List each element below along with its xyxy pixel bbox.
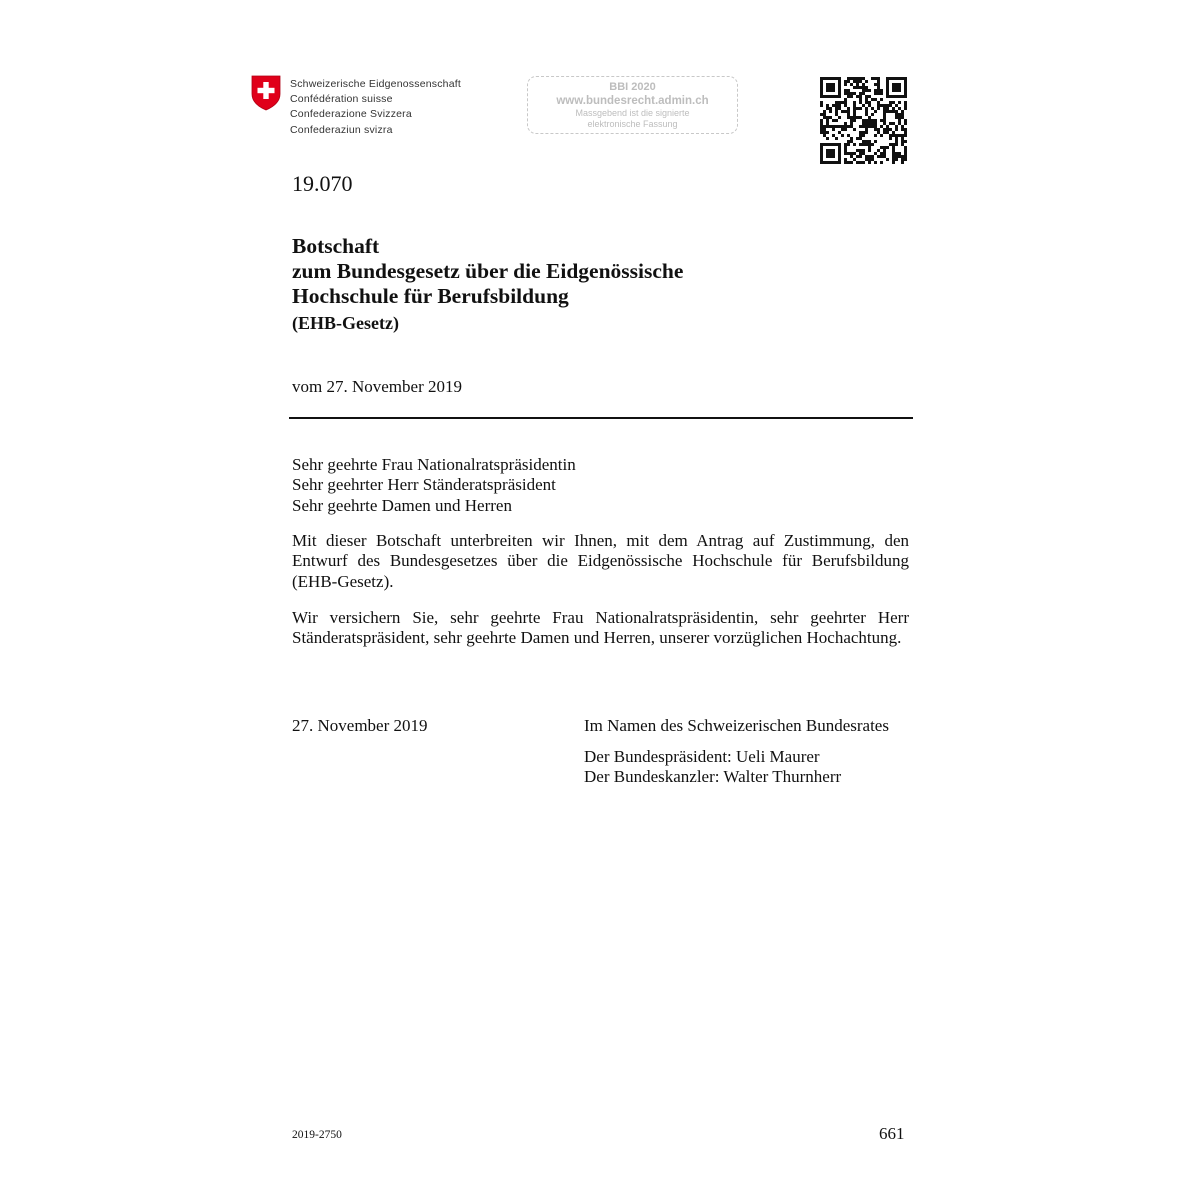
document-date: vom 27. November 2019 xyxy=(292,377,462,396)
confederation-name-de: Schweizerische Eidgenossenschaft xyxy=(290,78,461,90)
confederation-name-it: Confederazione Svizzera xyxy=(290,108,412,121)
publication-stamp xyxy=(527,76,738,134)
salutation xyxy=(292,455,909,516)
signature-block xyxy=(584,716,889,787)
title-line-3: Hochschule für Berufsbildung xyxy=(292,284,569,308)
document-subtitle: (EHB-Gesetz) xyxy=(292,313,399,333)
stamp-line-3: Massgebend ist die signierte xyxy=(575,108,690,118)
title-line-2: zum Bundesgesetz über die Eidgenössische xyxy=(292,259,684,283)
signature-chancellor: Der Bundeskanzler: Walter Thurnherr xyxy=(584,767,842,787)
salutation-line-1: Sehr geehrte Frau Nationalratspräsidentin xyxy=(292,455,576,474)
confederation-names xyxy=(290,77,461,138)
paragraph-submission: Mit dieser Botschaft unterbreiten wir Ihnen, mit dem Antrag auf Zustimmung, den Entwurf des Bundesgesetzes über die Eidgenössische Hochschule für Berufsbildung (EHB-Gesetz). xyxy=(292,531,909,591)
confederation-name-rm: Confederaziun svizra xyxy=(290,123,393,136)
signature-on-behalf: Im Namen des Schweizerischen Bundesrates xyxy=(584,716,889,735)
signature-date: 27. November 2019 xyxy=(292,716,428,735)
qr-code-icon xyxy=(820,77,907,164)
salutation-line-3: Sehr geehrte Damen und Herren xyxy=(292,495,512,515)
swiss-crest-icon xyxy=(251,75,281,111)
stamp-line-2: www.bundesrecht.admin.ch xyxy=(556,95,709,107)
document-title xyxy=(292,234,683,309)
signature-president: Der Bundespräsident: Ueli Maurer xyxy=(584,746,820,766)
header-divider xyxy=(289,417,913,419)
stamp-line-1: BBI 2020 xyxy=(609,81,656,93)
page-number: 661 xyxy=(879,1124,905,1143)
salutation-line-2: Sehr geehrter Herr Ständeratspräsident xyxy=(292,475,556,495)
confederation-name-fr: Confédération suisse xyxy=(290,93,393,106)
document-number: 19.070 xyxy=(292,171,353,196)
title-line-1: Botschaft xyxy=(292,234,380,258)
stamp-line-4: elektronische Fassung xyxy=(587,119,678,129)
footer-document-code: 2019-2750 xyxy=(292,1129,342,1141)
paragraph-closing: Wir versichern Sie, sehr geehrte Frau Nationalratspräsidentin, sehr geehrter Herr Ständeratspräsident, sehr geehrte Damen und Herren, unserer vorzüglichen Hochachtung. xyxy=(292,608,909,648)
